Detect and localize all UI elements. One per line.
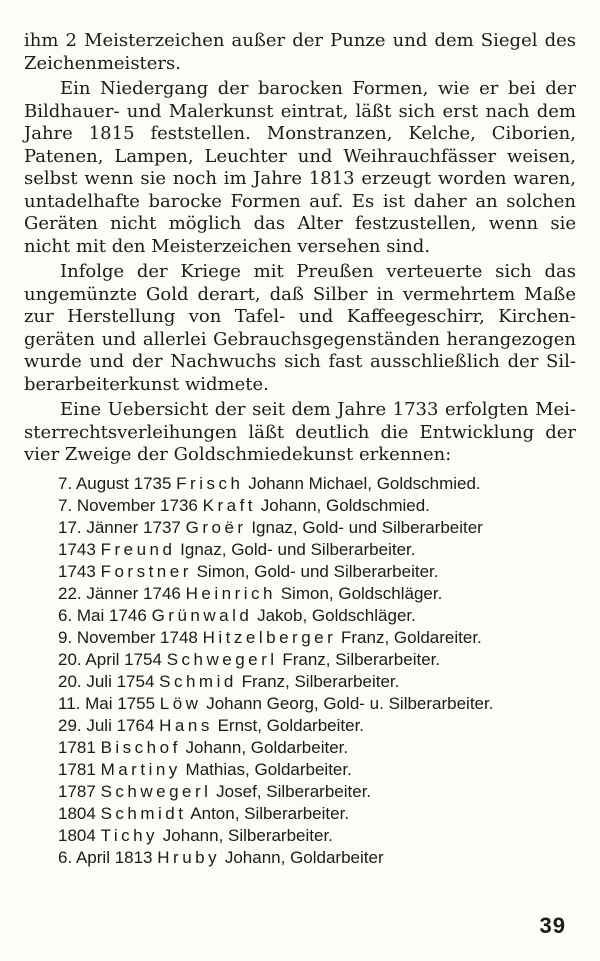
entry-date: 7. August 1735: [58, 473, 172, 493]
entry-surname: Grünwald: [151, 605, 253, 625]
list-entry: [24, 715, 576, 737]
entry-surname: Freund: [100, 539, 176, 559]
entry-surname: Schmidt: [100, 803, 187, 823]
entry-details: Josef, Silberarbeiter.: [216, 781, 372, 801]
list-entry: [24, 649, 576, 671]
entry-details: Johann, Goldarbeiter.: [185, 737, 349, 757]
entry-date: 11. Mai 1755: [58, 693, 156, 713]
entry-details: Johann, Silberarbeiter.: [162, 825, 333, 845]
list-entry: [24, 473, 576, 495]
entry-surname: Frisch: [176, 473, 244, 493]
entry-date: 7. November 1736: [58, 495, 198, 515]
entry-details: Mathias, Goldarbeiter.: [185, 759, 352, 779]
list-entry: [24, 781, 576, 803]
entry-surname: Heinrich: [185, 583, 276, 603]
list-entry: [24, 561, 576, 583]
entry-details: Franz, Silberarbeiter.: [241, 671, 400, 691]
entry-date: 6. April 1813: [58, 847, 153, 867]
entry-date: 20. April 1754: [58, 649, 162, 669]
list-entry: [24, 517, 576, 539]
paragraph-overview-intro: Eine Uebersicht der seit dem Jahre 1733 erfolgten Meisterrechtsverleihungen läßt deutlich die Entwicklung der vier Zweige der Goldschmiedekunst erkennen:: [24, 399, 576, 465]
entry-date: 29. Juli 1764: [58, 715, 155, 735]
list-entry: [24, 671, 576, 693]
entry-details: Ernst, Goldarbeiter.: [217, 715, 365, 735]
entry-details: Simon, Goldschläger.: [280, 583, 443, 603]
entry-date: 1804: [58, 803, 96, 823]
list-entry: [24, 495, 576, 517]
entry-surname: Bischof: [100, 737, 181, 757]
page-body: [24, 30, 576, 869]
list-entry: [24, 583, 576, 605]
entry-details: Johann, Goldschmied.: [260, 495, 430, 515]
entry-details: Ignaz, Gold- und Silberarbeiter: [251, 517, 483, 537]
entry-surname: Schwegerl: [100, 781, 212, 801]
entry-date: 9. November 1748: [58, 627, 198, 647]
entry-surname: Forstner: [100, 561, 192, 581]
entry-details: Johann Michael, Goldschmied.: [248, 473, 481, 493]
entry-details: Simon, Gold- und Silberarbeiter.: [196, 561, 439, 581]
entry-surname: Hruby: [157, 847, 221, 867]
entry-details: Johann Georg, Gold- u. Silberarbeiter.: [206, 693, 494, 713]
entry-date: 22. Jänner 1746: [58, 583, 181, 603]
entry-details: Johann, Goldarbeiter: [224, 847, 384, 867]
paragraph-prussian-wars: Infolge der Kriege mit Preußen verteuerte sich das ungemünzte Gold derart, daß Silber in vermehrtem Maße zur Herstellung von Tafel- und Kaffeegeschirr, Kirchengeräten und allerlei Gebrauchsgegenständen herangezogen wurde und der Nachwuchs sich fast ausschließlich der Silberarbeiterkunst widmete.: [24, 261, 576, 395]
entry-surname: Löw: [159, 693, 202, 713]
entry-date: 1743: [58, 539, 96, 559]
entry-surname: Schmid: [159, 671, 237, 691]
entry-date: 1743: [58, 561, 96, 581]
entry-surname: Kraft: [202, 495, 257, 515]
entry-surname: Tichy: [100, 825, 159, 845]
entry-date: 6. Mai 1746: [58, 605, 147, 625]
entry-details: Anton, Silberarbeiter.: [190, 803, 350, 823]
entry-date: 20. Juli 1754: [58, 671, 155, 691]
list-entry: [24, 759, 576, 781]
entry-date: 1804: [58, 825, 96, 845]
list-entry: [24, 825, 576, 847]
entry-details: Jakob, Goldschläger.: [257, 605, 416, 625]
entry-surname: Martiny: [100, 759, 181, 779]
entry-surname: Schwegerl: [166, 649, 278, 669]
entry-date: 1787: [58, 781, 96, 801]
entry-details: Franz, Silberarbeiter.: [282, 649, 441, 669]
entry-date: 1781: [58, 737, 96, 757]
entry-date: 1781: [58, 759, 96, 779]
list-entry: [24, 693, 576, 715]
entry-surname: Groër: [185, 517, 247, 537]
list-entry: [24, 803, 576, 825]
entry-surname: Hitzelberger: [202, 627, 337, 647]
entry-date: 17. Jänner 1737: [58, 517, 181, 537]
paragraph-continuation: ihm 2 Meisterzeichen außer der Punze und dem Siegel des Zeichenmeisters.: [24, 30, 576, 74]
list-entry: [24, 539, 576, 561]
master-rights-list: [24, 473, 576, 869]
entry-details: Ignaz, Gold- und Silberarbeiter.: [180, 539, 416, 559]
entry-surname: Hans: [159, 715, 213, 735]
list-entry: [24, 627, 576, 649]
list-entry: [24, 737, 576, 759]
page-number: 39: [539, 913, 566, 938]
list-entry: [24, 605, 576, 627]
entry-details: Franz, Goldareiter.: [341, 627, 482, 647]
paragraph-baroque-decline: Ein Niedergang der barocken Formen, wie er bei der Bildhauer- und Malerkunst eintrat, läßt sich erst nach dem Jahre 1815 feststellen. Monstranzen, Kelche, Ciborien, Patenen, Lampen, Leuchter und Weihrauchfässer weisen, selbst wenn sie noch im Jahre 1813 erzeugt worden waren, untadelhafte barocke Formen auf. Es ist daher an solchen Geräten nicht möglich das Alter festzustellen, wenn sie nicht mit den Meisterzeichen versehen sind.: [24, 78, 576, 257]
list-entry: [24, 847, 576, 869]
